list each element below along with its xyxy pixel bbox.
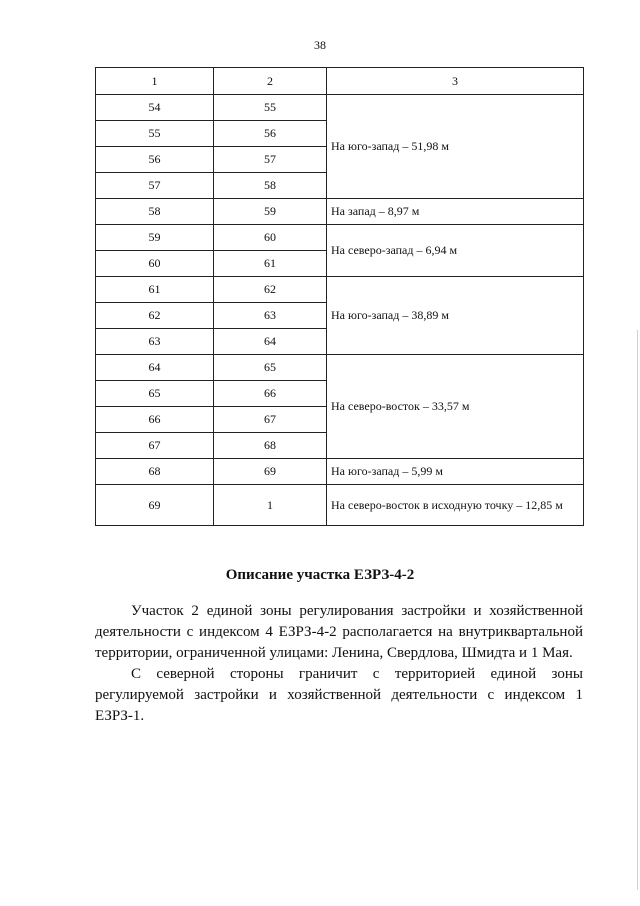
point-from-cell: 65 (96, 381, 214, 407)
table-row (96, 225, 584, 251)
point-from-cell: 57 (96, 173, 214, 199)
point-from-cell: 61 (96, 277, 214, 303)
header-col-1: 1 (96, 68, 214, 95)
point-to-cell: 63 (214, 303, 327, 329)
point-from-cell: 54 (96, 95, 214, 121)
point-to-cell: 64 (214, 329, 327, 355)
point-from-cell: 67 (96, 433, 214, 459)
point-to-cell: 67 (214, 407, 327, 433)
point-to-cell: 55 (214, 95, 327, 121)
table-row (96, 277, 584, 303)
direction-distance-cell: На северо-восток – 33,57 м (327, 355, 584, 459)
table-row (96, 95, 584, 121)
direction-distance-cell: На северо-запад – 6,94 м (327, 225, 584, 277)
point-from-cell: 64 (96, 355, 214, 381)
point-from-cell: 69 (96, 485, 214, 526)
point-to-cell: 65 (214, 355, 327, 381)
paragraph: С северной стороны граничит с территорией единой зоны регулируемой застройки и хозяйственной деятельности с индексом 1 ЕЗРЗ-1. (95, 666, 583, 724)
point-from-cell: 62 (96, 303, 214, 329)
direction-distance-cell: На юго-запад – 51,98 м (327, 95, 584, 199)
point-from-cell: 60 (96, 251, 214, 277)
point-to-cell: 56 (214, 121, 327, 147)
point-from-cell: 56 (96, 147, 214, 173)
table-body (96, 95, 584, 526)
page-number: 38 (314, 38, 326, 52)
point-from-cell: 59 (96, 225, 214, 251)
point-to-cell: 66 (214, 381, 327, 407)
point-from-cell: 63 (96, 329, 214, 355)
table-header-row (96, 68, 584, 95)
point-to-cell: 1 (214, 485, 327, 526)
section-heading: Описание участка ЕЗРЗ-4-2 (225, 567, 415, 583)
point-to-cell: 68 (214, 433, 327, 459)
point-to-cell: 58 (214, 173, 327, 199)
point-to-cell: 62 (214, 277, 327, 303)
direction-distance-cell: На северо-восток в исходную точку – 12,85 м (327, 485, 584, 526)
point-from-cell: 55 (96, 121, 214, 147)
direction-distance-cell: На юго-запад – 5,99 м (327, 459, 584, 485)
paragraph: Участок 2 единой зоны регулирования застройки и хозяйственной деятельности с индексом 4 ЕЗРЗ-4-2 располагается на внутриквартальной территории, ограниченной улицами: Ленина, Свердлова, Шмидта и 1 Мая. (95, 603, 583, 661)
header-col-3: 3 (327, 68, 584, 95)
table-row (96, 355, 584, 381)
header-col-2: 2 (214, 68, 327, 95)
scan-edge-line (637, 330, 638, 890)
point-to-cell: 60 (214, 225, 327, 251)
point-from-cell: 66 (96, 407, 214, 433)
direction-distance-cell: На запад – 8,97 м (327, 199, 584, 225)
table-row (96, 199, 584, 225)
point-to-cell: 61 (214, 251, 327, 277)
table-row (96, 459, 584, 485)
point-from-cell: 68 (96, 459, 214, 485)
direction-distance-cell: На юго-запад – 38,89 м (327, 277, 584, 355)
point-to-cell: 59 (214, 199, 327, 225)
point-to-cell: 57 (214, 147, 327, 173)
section-body (95, 601, 583, 727)
boundary-points-table (95, 67, 584, 526)
point-to-cell: 69 (214, 459, 327, 485)
point-from-cell: 58 (96, 199, 214, 225)
table-row (96, 485, 584, 526)
